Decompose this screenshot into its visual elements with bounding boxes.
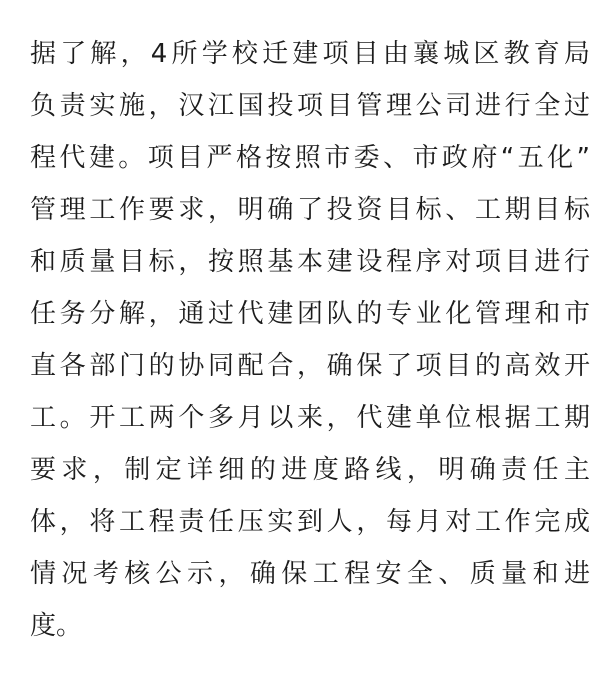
paragraph-line-7: 直各部门的协同配合，确保了项目的高效开: [30, 351, 590, 381]
paragraph-line-5: 和质量目标，按照基本建设程序对项目进行: [30, 247, 590, 277]
paragraph-line-4: 管理工作要求，明确了投资目标、工期目标: [30, 195, 590, 225]
paragraph-line-6: 任务分解，通过代建团队的专业化管理和市: [30, 299, 590, 329]
paragraph-line-3: 程代建。项目严格按照市委、市政府“五化”: [30, 143, 590, 173]
paragraph-line-12: 度。: [30, 611, 83, 641]
paragraph-line-11: 情况考核公示，确保工程安全、质量和进: [30, 559, 590, 589]
paragraph-line-8: 工。开工两个多月以来，代建单位根据工期: [30, 403, 590, 433]
paragraph-line-10: 体，将工程责任压实到人，每月对工作完成: [30, 507, 590, 537]
paragraph-line-9: 要求，制定详细的进度路线，明确责任主: [30, 455, 590, 485]
paragraph-line-2: 负责实施，汉江国投项目管理公司进行全过: [30, 91, 590, 121]
paragraph-line-1: 据了解，4所学校迁建项目由襄城区教育局: [30, 39, 590, 69]
